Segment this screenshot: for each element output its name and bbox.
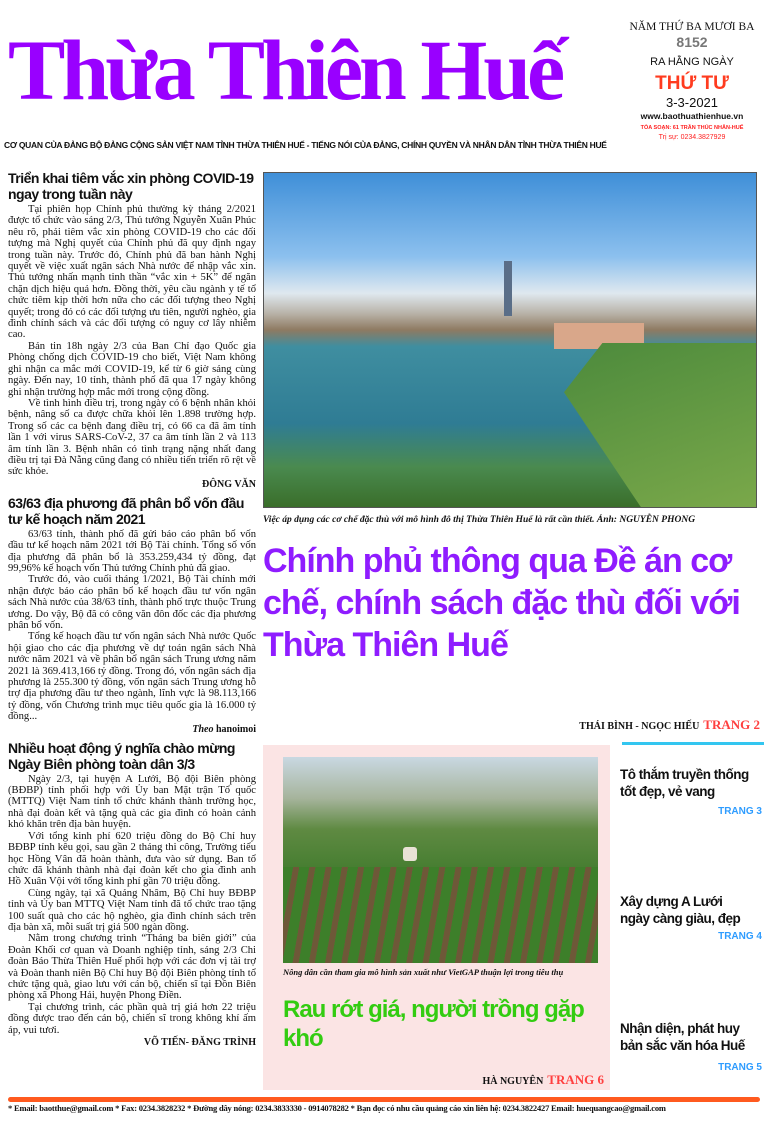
article-investment	[8, 495, 256, 736]
article-body	[8, 529, 256, 723]
teaser-title-line: tốt đẹp, vẻ vang	[620, 784, 715, 799]
teaser-page-link[interactable]: TRANG 3	[718, 806, 762, 817]
lead-headline-line1: Chính phủ thông qua Đề án cơ chế,	[263, 542, 732, 622]
paragraph: Về tình hình điều trị, trong ngày có 6 bệnh nhân khỏi bệnh, nâng số ca được chữa khỏi lên 1.898 trường hợp. Trong số các ca bệnh đang điều trị, có 66 ca đã âm tính lần 1 với virus SARS-CoV-2, 37 ca âm tính lần 2 và 113 âm tính lần 3. Bệnh nhân có tình trạng nặng nhất đang điều trị tại Đà Nẵng cũng đang có nhiều tiến triển rõ rệt về sức khỏe.	[8, 397, 256, 478]
issue-year: NĂM THỨ BA MƯƠI BA	[629, 21, 755, 33]
article-body	[8, 774, 256, 1036]
teaser[interactable]	[620, 893, 762, 942]
left-column	[8, 170, 256, 1053]
office-address: TÒA SOẠN: 61 TRẦN THÚC NHẪN-HUẾ	[640, 125, 744, 131]
paragraph: Nằm trong chương trình “Tháng ba biên giới” của Đoàn Khối cơ quan và Doanh nghiệp tỉnh, sáng 2/3 Chi đoàn Báo Thừa Thiên Huế phối hợp với các đơn vị tài trợ và Đoàn thanh niên Bộ Chỉ huy Bộ đội Biên phòng tỉnh tổ chức tặng quà, giao lưu với cán bộ, chiến sĩ tại Đồn Biên phòng xã Phong Hải, huyện Phong Điền.	[8, 933, 256, 1002]
byline: VÕ TIẾN- ĐĂNG TRÌNH	[143, 1037, 256, 1048]
paragraph: Với tổng kinh phí 620 triệu đồng do Bộ Chỉ huy BĐBP tỉnh kêu gọi, sau gần 2 tháng thi công, Trường tiểu học Hồng Vân đã hoàn thành, đưa vào sử dụng. Ban tổ chức đã khánh thành nhà đại đoàn kết cho gia đình anh Hồ Xuân Vội với tổng kinh phí gần 70 triệu đồng.	[8, 830, 256, 888]
lead-photo	[263, 172, 757, 508]
lead-byline-row	[579, 716, 760, 734]
byline-prefix: Theo	[192, 723, 214, 735]
feature-byline-row	[482, 1071, 604, 1089]
footer-rule	[8, 1097, 760, 1102]
feature-photo-caption: Nông dân cần tham gia mô hình sản xuất như VietGAP thuận lợi trong tiêu thụ	[283, 967, 564, 977]
website[interactable]: www.baothuathienhue.vn	[640, 110, 744, 121]
article-title: Nhiều hoạt động ý nghĩa chào mừng Ngày Biên phòng toàn dân 3/3	[8, 739, 235, 772]
article-body	[8, 204, 256, 478]
masthead-tagline: CƠ QUAN CỦA ĐẢNG BỘ ĐẢNG CỘNG SẢN VIỆT NAM TỈNH THỪA THIÊN HUẾ - TIẾNG NÓI CỦA ĐẢNG, CHÍNH QUYỀN VÀ NHÂN DÂN TỈNH THỪA THIÊN HUẾ	[4, 140, 607, 150]
article-title: Triển khai tiêm vắc xin phòng COVID-19 ngay trong tuần này	[8, 170, 254, 202]
teaser-page-link[interactable]: TRANG 5	[718, 1062, 762, 1073]
feature-page-link[interactable]: TRANG 6	[547, 1072, 604, 1087]
issue-date: 3-3-2021	[665, 94, 719, 110]
feature-headline[interactable]: Rau rớt giá, người trồng gặp khó	[283, 996, 584, 1052]
lead-headline-line2: chính sách đặc thù đối với Thừa Thiên Huế	[263, 584, 740, 664]
footer-contacts: * Email: baotthue@gmail.com * Fax: 0234.3828232 * Đường dây nóng: 0234.3833330 - 0914078282 * Bạn đọc có nhu cầu quảng cáo xin liên hệ: 0234.3822427 Email: huequangcao@gmail.com	[8, 1103, 666, 1113]
lead-headline[interactable]	[263, 540, 758, 666]
paragraph: Tổng kế hoạch đầu tư vốn ngân sách Nhà nước Quốc hội giao cho các địa phương về dự toán ngân sách Nhà nước năm 2021 và về phân bổ ngân sách Trung ương năm 2021 là 369.413,166 tỷ đồng. Trong đó, vốn ngân sách địa phương là 255.300 tỷ đồng, vốn ngân sách Trung ương hỗ trợ địa phương đầu tư theo ngành, lĩnh vực là 98.113,166 tỷ đồng, vốn Chương trình mục tiêu quốc gia là 16.000 tỷ đồng...	[8, 631, 256, 723]
teaser-title-line: bản sắc văn hóa Huế	[620, 1038, 745, 1053]
issue-number: 8152	[676, 33, 708, 50]
issue-frequency: RA HẰNG NGÀY	[650, 55, 734, 68]
lead-photo-caption: Việc áp dụng các cơ chế đặc thù với mô hình đô thị Thừa Thiên Huế là rất cần thiết. Ảnh: NGUYỄN PHONG	[263, 515, 696, 525]
masthead-title: Thừa Thiên Huế	[8, 22, 562, 118]
byline	[8, 723, 256, 736]
divider	[622, 742, 764, 745]
issue-weekday: THỨ TƯ	[655, 72, 729, 94]
byline: ĐÔNG VĂN	[202, 478, 256, 490]
paragraph: Cùng ngày, tại xã Quảng Nhâm, Bộ Chỉ huy BĐBP tỉnh và Ủy ban MTTQ Việt Nam tỉnh đã tổ chức trao tặng 100 suất quà cho các hộ nghèo, gia đình chính sách trên địa bàn xã, mỗi suất trị giá 500 ngàn đồng.	[8, 887, 256, 933]
teaser-title-line: ngày càng giàu, đẹp	[620, 911, 741, 926]
article-title: 63/63 địa phương đã phân bổ vốn đầu tư kế hoạch năm 2021	[8, 494, 244, 527]
feature-photo	[283, 757, 598, 963]
office-phone: Trị sự: 0234.3827929	[658, 133, 726, 141]
teaser-title-line: Xây dựng A Lưới	[620, 894, 723, 909]
feature-byline: HÀ NGUYÊN	[482, 1076, 544, 1087]
issue-info	[620, 22, 764, 141]
teaser-page-link[interactable]: TRANG 4	[718, 931, 762, 942]
teaser[interactable]	[620, 766, 762, 817]
byline-source: hanoimoi	[215, 723, 256, 735]
paragraph: Ngày 2/3, tại huyện A Lưới, Bộ đội Biên phòng (BĐBP) tỉnh phối hợp với Ủy ban Mặt trận Tổ quốc (MTTQ) Việt Nam tỉnh tổ chức khánh thành trường học, nhà đại đoàn kết và tặng quà các gia đình có hoàn cảnh khó khăn trên địa bàn huyện.	[8, 773, 256, 831]
teaser-title-line: Tô thắm truyền thống	[620, 767, 749, 782]
feature-box	[263, 745, 610, 1090]
teaser-title-line: Nhận diện, phát huy	[620, 1021, 740, 1036]
lead-page-link[interactable]: TRANG 2	[703, 717, 760, 732]
paragraph: Tại chương trình, các phần quà trị giá hơn 22 triệu đồng được trao đến cán bộ, chiến sĩ trong không khí ấm áp, vui tươi.	[8, 1001, 256, 1036]
lead-byline: THÁI BÌNH - NGỌC HIẾU	[579, 721, 700, 732]
paragraph: Bản tin 18h ngày 2/3 của Ban Chỉ đạo Quốc gia Phòng chống dịch COVID-19 cho biết, Việt Nam không ghi nhận ca mắc mới COVID-19, kể từ 6 giờ sáng cùng ngày. Đến nay, 10 tỉnh, thành phố đã qua 17 ngày không ghi nhận trường hợp mắc mới trong cộng đồng.	[8, 340, 256, 398]
paragraph: Trước đó, vào cuối tháng 1/2021, Bộ Tài chính mới nhận được báo cáo phân bổ kế hoạch đầu tư vốn ngân sách Nhà nước của 38/63 tỉnh, thành phố trực thuộc Trung ương. Do vậy, Bộ đã có công văn đôn đốc các địa phương phân bổ vốn.	[8, 574, 256, 631]
article-covid-vaccine	[8, 170, 256, 491]
teaser[interactable]	[620, 1020, 762, 1073]
article-border-guard	[8, 740, 256, 1049]
paragraph: 63/63 tỉnh, thành phố đã gửi báo cáo phân bổ vốn đầu tư kế hoạch năm 2021 tới Bộ Tài chính. Tổng số vốn địa phương đã phân bổ là 353.259,434 tỷ đồng, đạt 99,96% kế hoạch vốn Thủ tướng Chính phủ đã giao.	[8, 528, 256, 574]
paragraph: Tại phiên họp Chính phủ thường kỳ tháng 2/2021 được tổ chức vào sáng 2/3, Thủ tướng Nguyễn Xuân Phúc nêu rõ, phải tiêm vắc xin phòng COVID-19 cho các đối tượng mà Nghị quyết của Chính phủ đã quy định ngay trong tuần này. Trước đó, Chính phủ đã ban hành Nghị quyết về việc xuất ngân sách Nhà nước để nhập vắc xin. Thủ tướng nhấn mạnh tinh thần “vắc xin + 5K” để ngăn chặn dịch hiệu quả hơn. Đồng thời, yêu cầu ngành y tế tổ chức tiêm kịp thời hơn nữa cho các đối tượng theo Nghị quyết; trong đó có các đối tượng ưu tiên, người nghèo, gia đình chính sách và các đối tượng có nguy cơ lây nhiễm cao.	[8, 204, 256, 341]
